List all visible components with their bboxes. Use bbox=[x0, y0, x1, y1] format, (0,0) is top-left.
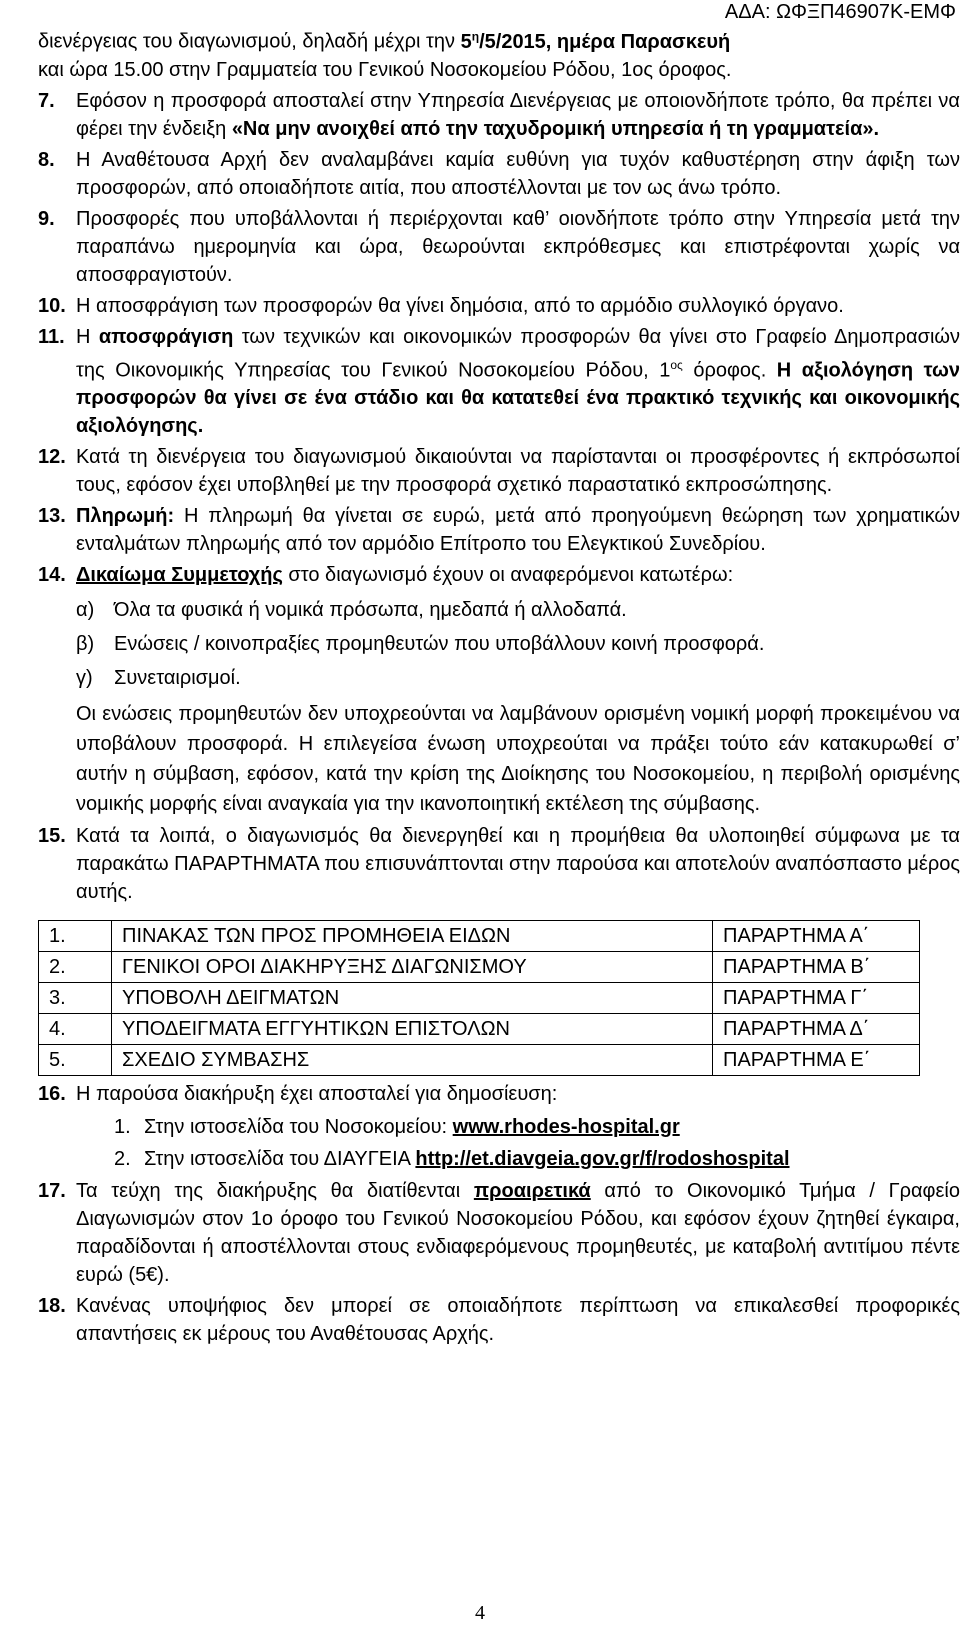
item-7 bbox=[38, 87, 960, 143]
item-number: 18. bbox=[38, 1295, 66, 1318]
item-number: 17. bbox=[38, 1180, 66, 1203]
item-text: Η Αναθέτουσα Αρχή δεν αναλαμβάνει καμία ευθύνη για τυχόν καθυστέρηση στην άφιξη των προσφορών, από οποιαδήποτε αιτία, που αποστέλλονται με τον ως άνω τρόπο. bbox=[76, 148, 960, 199]
item-number: 8. bbox=[38, 148, 55, 171]
item-text: Προσφορές που υποβάλλονται ή περιέρχονται καθ’ οιονδήποτε τρόπο στην Υπηρεσία μετά την παραπάνω ημερομηνία και ώρα, θεωρούνται εκπρόθεσμες και επιστρέφονται χωρίς να αποσφραγιστούν. bbox=[76, 207, 960, 286]
item-18 bbox=[38, 1292, 960, 1348]
item-text: Κατά τα λοιπά, ο διαγωνισμός θα διενεργηθεί και η προμήθεια θα υλοποιηθεί σύμφωνα με τα παρακάτω ΠΑΡΑΡΤΗΜΑΤΑ που επισυνάπτονται στην παρούσα και αποτελούν αναπόσπαστο μέρος αυτής. bbox=[76, 825, 960, 904]
intro-text-1: διενέργειας του διαγωνισμού, δηλαδή μέχρι την bbox=[38, 30, 461, 53]
item-11 bbox=[38, 323, 960, 441]
list-item: 2. Στην ιστοσελίδα του ΔΙΑΥΓΕΙΑ http://et.diavgeia.gov.gr/f/rodoshospital bbox=[114, 1148, 790, 1171]
annex-table bbox=[38, 920, 920, 1076]
hospital-website-link[interactable]: www.rhodes-hospital.gr bbox=[452, 1116, 680, 1139]
item-bold-text: προαιρετικά bbox=[473, 1180, 591, 1203]
item-text: Τα τεύχη της διακήρυξης θα διατίθενται bbox=[76, 1180, 474, 1203]
document-body bbox=[38, 22, 960, 1348]
item-number: 7. bbox=[38, 89, 55, 112]
item-text: Εφόσον η προσφορά αποσταλεί στην Υπηρεσία Διενέργειας με οποιονδήποτε τρόπο, θα πρέπει να φέρει την ένδειξη bbox=[76, 89, 960, 140]
item-number: 9. bbox=[38, 207, 55, 230]
list-item: γ) Συνεταιρισμοί. bbox=[76, 667, 241, 690]
item-14 bbox=[38, 561, 960, 819]
item-bold-text: αποσφράγιση bbox=[98, 325, 234, 348]
table-row: 5. ΣΧΕΔΙΟ ΣΥΜΒΑΣΗΣ ΠΑΡΑΡΤΗΜΑ Ε΄ bbox=[39, 1045, 920, 1076]
item-15 bbox=[38, 822, 960, 906]
item-number: 11. bbox=[38, 325, 65, 348]
item-number: 15. bbox=[38, 825, 66, 848]
item-paragraph: Οι ενώσεις προμηθευτών δεν υποχρεούνται να λαμβάνουν ορισμένη νομική μορφή προκειμένου να υποβάλουν προσφορά. Η επιλεγείσα ένωση υποχρεούται να πράξει τούτο εάν κατακυρωθεί σ’ αυτήν η σύμβαση, εφόσον, κατά την κρίση της Διοίκησης του Νοσοκομείου, η περιβολή ορισμένης νομικής μορφής είναι αναγκαία για την ικανοποιητική εκτέλεση της σύμβασης. bbox=[76, 703, 960, 816]
item-number: 16. bbox=[38, 1083, 66, 1106]
item-10 bbox=[38, 292, 960, 320]
item-text: Κανένας υποψήφιος δεν μπορεί σε οποιαδήποτε περίπτωση να επικαλεσθεί προφορικές απαντήσεις εκ μέρους του Αναθέτουσας Αρχής. bbox=[76, 1295, 960, 1346]
table-row: 1. ΠΙΝΑΚΑΣ ΤΩΝ ΠΡΟΣ ΠΡΟΜΗΘΕΙΑ ΕΙΔΩΝ ΠΑΡΑΡΤΗΜΑ Α΄ bbox=[39, 921, 920, 952]
table-row: 2. ΓΕΝΙΚΟΙ ΟΡΟΙ ΔΙΑΚΗΡΥΞΗΣ ΔΙΑΓΩΝΙΣΜΟΥ ΠΑΡΑΡΤΗΜΑ Β΄ bbox=[39, 952, 920, 983]
item-17 bbox=[38, 1177, 960, 1289]
list-item: α) Όλα τα φυσικά ή νομικά πρόσωπα, ημεδαπά ή αλλοδαπά. bbox=[76, 599, 627, 622]
intro-text-2: και ώρα 15.00 στην Γραμματεία του Γενικού Νοσοκομείου Ρόδου, 1ος όροφος. bbox=[38, 58, 732, 81]
page-number: 4 bbox=[475, 1602, 485, 1624]
item-text: όροφος. bbox=[682, 359, 777, 382]
item-text: Η παρούσα διακήρυξη έχει αποσταλεί για δημοσίευση: bbox=[76, 1083, 558, 1106]
item-text: των τεχνικών και οικονομικών προσφορών θα γίνει στο Γραφείο Δημοπρασιών της Οικονομικής Υπηρεσίας του Γενικού Νοσοκομείου Ρόδου, 1 bbox=[76, 325, 960, 382]
item-number: 12. bbox=[38, 446, 66, 469]
item-text: Η bbox=[76, 325, 99, 348]
superscript: ος bbox=[670, 357, 683, 372]
item-8 bbox=[38, 146, 960, 202]
deadline-date: $5^\eta/5/2015$, ημέρα Παρασκευή bbox=[460, 29, 731, 53]
item-bold-text: «Να μην ανοιχθεί από την ταχυδρομική υπηρεσία ή τη γραμματεία». bbox=[231, 117, 880, 140]
item-9 bbox=[38, 205, 960, 289]
item-number: 13. bbox=[38, 505, 66, 528]
item-number: 10. bbox=[38, 294, 66, 317]
item-bold-text: Η αξιολόγηση των προσφορών θα γίνει σε ένα στάδιο και θα κατατεθεί ένα πρακτικό τεχνικής και οικονομικής αξιολόγησης. bbox=[76, 359, 960, 438]
item-number: 14. bbox=[38, 564, 66, 587]
item-16 bbox=[38, 1080, 960, 1174]
list-item: 1. Στην ιστοσελίδα του Νοσοκομείου: www.rhodes-hospital.gr bbox=[114, 1116, 680, 1139]
intro-paragraph bbox=[38, 22, 960, 84]
list-item: β) Ενώσεις / κοινοπραξίες προμηθευτών που υποβάλλουν κοινή προσφορά. bbox=[76, 633, 765, 656]
item-text: στο διαγωνισμό έχουν οι αναφερόμενοι κατωτέρω: bbox=[282, 564, 734, 587]
item-text: Η πληρωμή θα γίνεται σε ευρώ, μετά από προηγούμενη θεώρηση των χρηματικών ενταλμάτων πληρωμής από τον αρμόδιο Επίτροπο του Ελεγκτικού Συνεδρίου. bbox=[76, 505, 960, 556]
item-bold-text: Πληρωμή: bbox=[76, 505, 175, 528]
table-row: 4. ΥΠΟΔΕΙΓΜΑΤΑ ΕΓΓΥΗΤΙΚΩΝ ΕΠΙΣΤΟΛΩΝ ΠΑΡΑΡΤΗΜΑ Δ΄ bbox=[39, 1014, 920, 1045]
item-bold-text: Δικαίωμα Συμμετοχής bbox=[76, 564, 283, 587]
diavgeia-link[interactable]: http://et.diavgeia.gov.gr/f/rodoshospital bbox=[415, 1148, 790, 1171]
ada-code: ΑΔΑ: ΩΦΞΠ46907Κ-ΕΜΦ bbox=[724, 1, 956, 23]
item-13 bbox=[38, 502, 960, 558]
item-text: από το Οικονομικό Τμήμα / Γραφείο Διαγωνισμών στον 1ο όροφο του Γενικού Νοσοκομείου Ρόδου, και εφόσον έχουν ζητηθεί έγκαιρα, παραδίδονται ή αποστέλλονται στους ενδιαφερόμενους προμηθευτές, με καταβολή αντιτίμου πέντε ευρώ (5€). bbox=[76, 1180, 960, 1287]
item-text: Η αποσφράγιση των προσφορών θα γίνει δημόσια, από το αρμόδιο συλλογικό όργανο. bbox=[76, 294, 844, 317]
item-text: Κατά τη διενέργεια του διαγωνισμού δικαιούνται να παρίστανται οι προσφέροντες ή εκπρόσωποί τους, εφόσον έχει υποβληθεί με την προσφορά σχετικό παραστατικό εκπροσώπησης. bbox=[76, 446, 960, 497]
table-row: 3. ΥΠΟΒΟΛΗ ΔΕΙΓΜΑΤΩΝ ΠΑΡΑΡΤΗΜΑ Γ΄ bbox=[39, 983, 920, 1014]
item-12 bbox=[38, 443, 960, 499]
